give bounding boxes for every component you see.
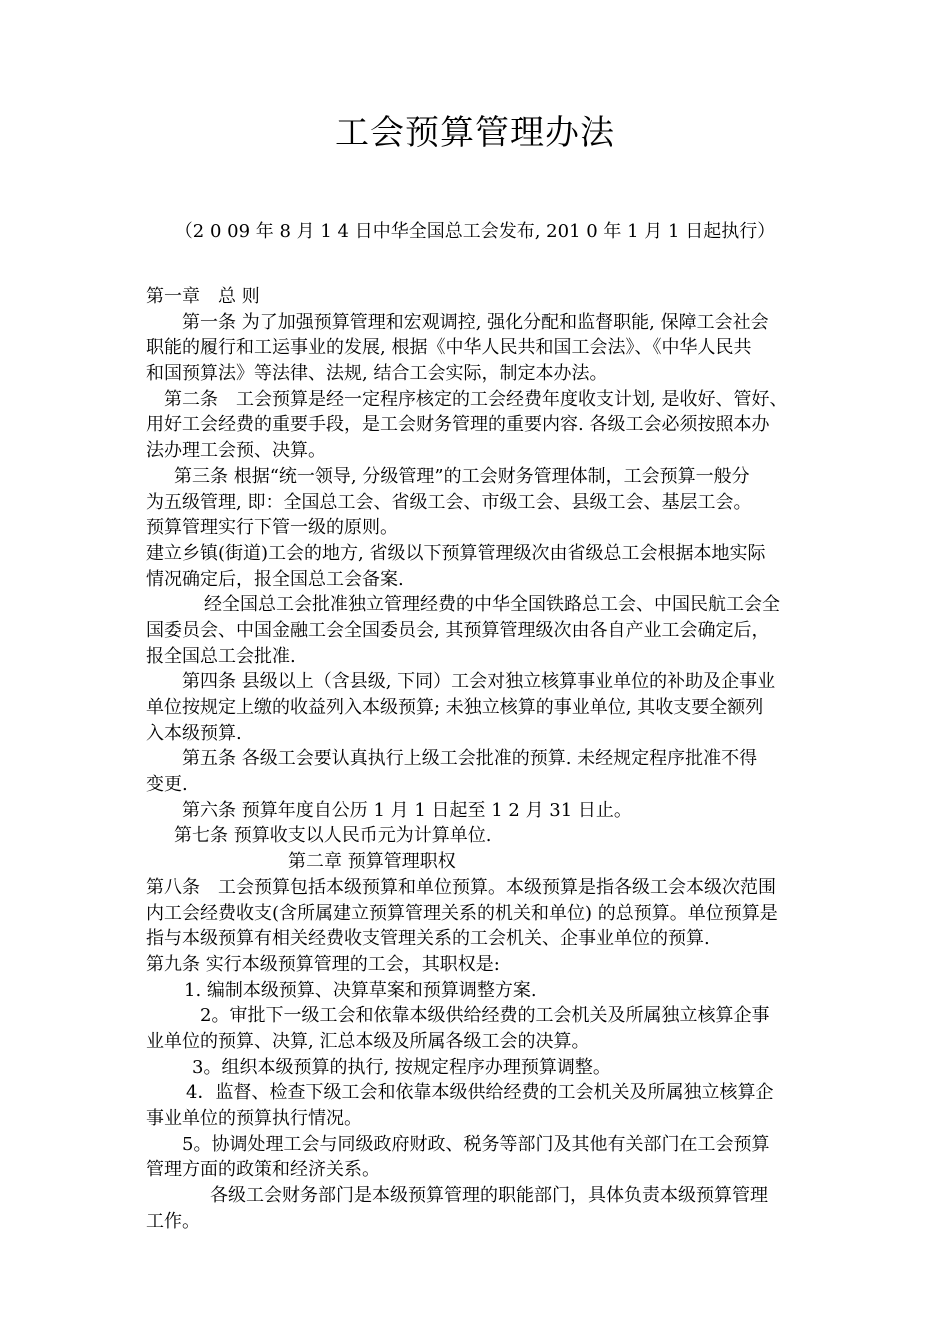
- finance-dept-line-2: 工作。: [146, 1210, 200, 1232]
- article-4-line-3: 入本级预算.: [146, 722, 242, 744]
- article-2-line-1: 第二条 工会预算是经一定程序核定的工会经费年度收支计划, 是收好、管好、: [164, 388, 788, 410]
- article-4-line-2: 单位按规定上缴的收益列入本级预算; 未独立核算的事业单位, 其收支要全额列: [146, 697, 764, 718]
- article-9-item-5-line-2: 管理方面的政策和经济关系。: [146, 1159, 380, 1181]
- article-9-item-2-line-2: 业单位的预算、决算, 汇总本级及所属各级工会的决算。: [146, 1030, 590, 1052]
- article-1-line-1: 第一条 为了加强预算管理和宏观调控, 强化分配和监督职能, 保障工会社会: [182, 311, 769, 333]
- chapter-heading-1: 第一章 总 则: [146, 286, 260, 307]
- article-2-line-2: 用好工会经费的重要手段，是工会财务管理的重要内容. 各级工会必须按照本办: [146, 414, 770, 436]
- article-4-line-1: 第四条 县级以上（含县级, 下同）工会对独立核算事业单位的补助及企事业: [182, 671, 776, 693]
- document-title: 工会预算管理办法: [335, 113, 615, 153]
- article-3-line-4: 建立乡镇(街道)工会的地方, 省级以下预算管理级次由省级总工会根据本地实际: [146, 542, 766, 564]
- chapter-heading-2: 第二章 预算管理职权: [288, 851, 456, 873]
- article-3-line-6: 经全国总工会批准独立管理经费的中华全国铁路总工会、中国民航工会全: [204, 594, 780, 616]
- article-5-line-1: 第五条 各级工会要认真执行上级工会批准的预算. 未经规定程序批准不得: [182, 748, 758, 770]
- article-3-line-5: 情况确定后，报全国总工会备案.: [146, 568, 404, 590]
- document-subtitle: （2 0 09 年 8 月 1 4 日中华全国总工会发布, 201 0 年 1 月 1 日起执行）: [174, 221, 776, 242]
- article-3-line-7: 国委员会、中国金融工会全国委员会, 其预算管理级次由各自产业工会确定后，: [146, 619, 770, 641]
- article-9-item-5-line-1: 5。协调处理工会与同级政府财政、税务等部门及其他有关部门在工会预算: [182, 1133, 770, 1155]
- article-9-item-4-line-1: 4．监督、检查下级工会和依靠本级供给经费的工会机关及所属独立核算企: [186, 1082, 774, 1104]
- article-3-line-8: 报全国总工会批准.: [146, 645, 296, 667]
- article-6-line-1: 第六条 预算年度自公历 1 月 1 日起至 1 2 月 31 日止。: [182, 799, 632, 821]
- article-5-line-2: 变更.: [146, 774, 188, 796]
- article-9-item-2-line-1: 2。审批下一级工会和依靠本级供给经费的工会机关及所属独立核算企事: [200, 1005, 770, 1027]
- article-3-line-3: 预算管理实行下管一级的原则。: [146, 517, 398, 539]
- article-9-item-4-line-2: 事业单位的预算执行情况。: [146, 1108, 362, 1129]
- article-2-line-3: 法办理工会预、决算。: [146, 440, 326, 462]
- article-3-line-1: 第三条 根据“统一领导, 分级管理”的工会财务管理体制，工会预算一般分: [174, 465, 750, 487]
- article-7-line-1: 第七条 预算收支以人民币元为计算单位.: [174, 825, 492, 847]
- article-1-line-2: 职能的履行和工运事业的发展, 根据《中华人民共和国工会法》、《中华人民共: [146, 337, 752, 359]
- finance-dept-line-1: 各级工会财务部门是本级预算管理的职能部门，具体负责本级预算管理: [210, 1185, 768, 1207]
- article-8-line-2: 内工会经费收支(含所属建立预算管理关系的机关和单位) 的总预算。单位预算是: [146, 902, 778, 924]
- article-8-line-3: 指与本级预算有相关经费收支管理关系的工会机关、企事业单位的预算.: [146, 928, 710, 950]
- article-9-item-3: 3。组织本级预算的执行, 按规定程序办理预算调整。: [192, 1056, 611, 1078]
- article-9-line-1: 第九条 实行本级预算管理的工会，其职权是:: [146, 953, 500, 975]
- article-8-line-1: 第八条 工会预算包括本级预算和单位预算。本级预算是指各级工会本级次范围: [146, 876, 776, 898]
- article-9-item-1: 1. 编制本级预算、决算草案和预算调整方案.: [184, 979, 537, 1001]
- document-body: [146, 284, 810, 1234]
- article-1-line-3: 和国预算法》等法律、法规, 结合工会实际，制定本办法。: [146, 363, 608, 385]
- article-3-line-2: 为五级管理, 即：全国总工会、省级工会、市级工会、县级工会、基层工会。: [146, 491, 752, 513]
